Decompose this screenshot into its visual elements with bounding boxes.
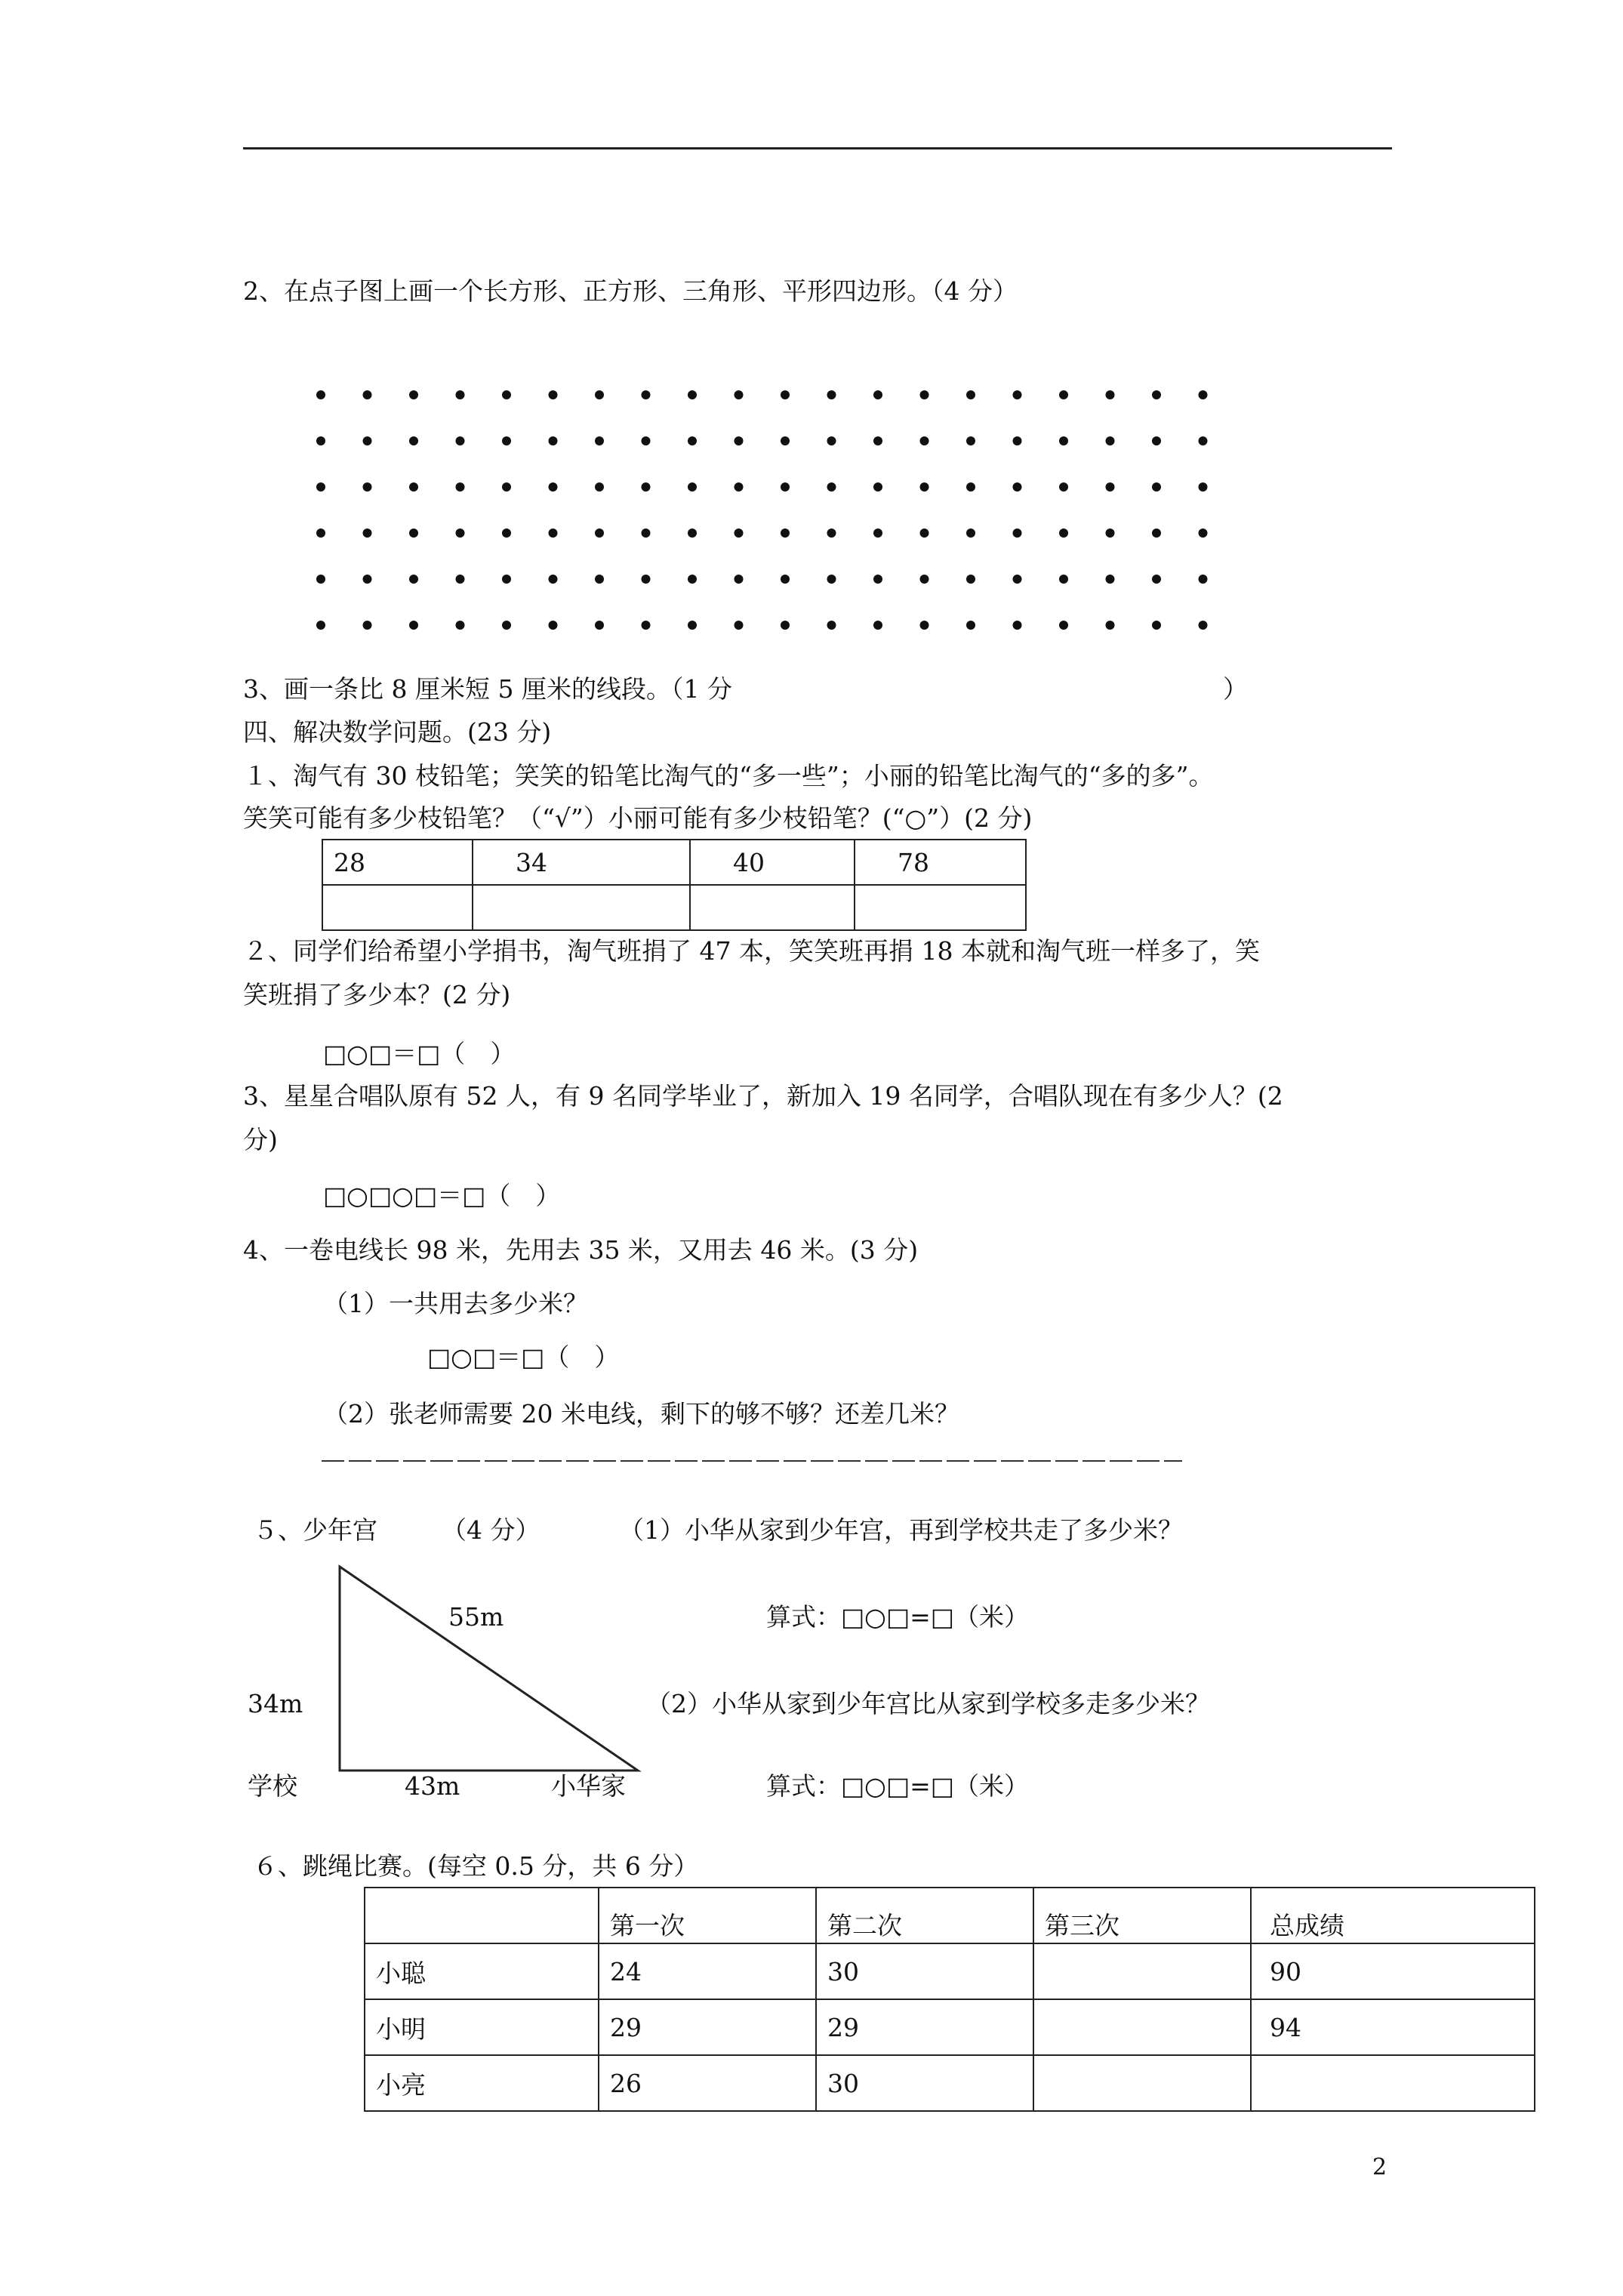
table-header: 第一次 bbox=[599, 1888, 816, 1943]
table-row bbox=[365, 1943, 1535, 1999]
grid-dot[interactable] bbox=[595, 529, 604, 538]
p3-line2: 分) bbox=[243, 1125, 278, 1154]
grid-dot[interactable] bbox=[1199, 575, 1208, 584]
grid-dot[interactable] bbox=[502, 390, 511, 399]
grid-dot[interactable] bbox=[781, 436, 790, 445]
grid-dot[interactable] bbox=[827, 575, 836, 584]
grid-dot[interactable] bbox=[1106, 575, 1115, 584]
p6-title: ６、跳绳比赛。(每空 0.5 分，共 6 分） bbox=[253, 1851, 699, 1881]
grid-dot[interactable] bbox=[409, 575, 418, 584]
grid-dot[interactable] bbox=[966, 621, 975, 630]
grid-dot[interactable] bbox=[1059, 621, 1068, 630]
grid-dot[interactable] bbox=[873, 390, 882, 399]
grid-dot[interactable] bbox=[363, 390, 372, 399]
p1-answer-cell[interactable] bbox=[473, 885, 690, 930]
table-cell: 24 bbox=[599, 1943, 816, 1999]
grid-dot[interactable] bbox=[920, 390, 929, 399]
grid-dot[interactable] bbox=[1199, 529, 1208, 538]
grid-dot[interactable] bbox=[642, 621, 651, 630]
grid-dot[interactable] bbox=[827, 529, 836, 538]
grid-dot[interactable] bbox=[1059, 575, 1068, 584]
table-row bbox=[365, 1999, 1535, 2055]
grid-dot[interactable] bbox=[1013, 621, 1022, 630]
grid-dot[interactable] bbox=[502, 529, 511, 538]
grid-dot[interactable] bbox=[316, 621, 325, 630]
grid-dot[interactable] bbox=[316, 436, 325, 445]
q2-text: 2、在点子图上画一个长方形、正方形、三角形、平形四边形。（4 分） bbox=[243, 276, 1018, 306]
grid-dot[interactable] bbox=[456, 529, 465, 538]
grid-dot[interactable] bbox=[827, 436, 836, 445]
grid-dot[interactable] bbox=[595, 482, 604, 492]
q3-close: ） bbox=[1223, 674, 1248, 704]
route-triangle-diagram bbox=[332, 1559, 649, 1778]
grid-dot[interactable] bbox=[363, 482, 372, 492]
grid-dot[interactable] bbox=[642, 529, 651, 538]
p2-formula[interactable]: □○□＝□（ ） bbox=[323, 1039, 516, 1068]
table-header: 总成绩 bbox=[1251, 1888, 1535, 1943]
grid-dot[interactable] bbox=[781, 575, 790, 584]
grid-dot[interactable] bbox=[1199, 390, 1208, 399]
grid-dot[interactable] bbox=[1013, 529, 1022, 538]
p1-answer-cell[interactable] bbox=[322, 885, 473, 930]
grid-dot[interactable] bbox=[549, 482, 558, 492]
grid-dot[interactable] bbox=[873, 529, 882, 538]
grid-dot[interactable] bbox=[1199, 482, 1208, 492]
grid-dot[interactable] bbox=[966, 482, 975, 492]
label-home: 小华家 bbox=[551, 1771, 626, 1801]
p1-option: 28 bbox=[322, 840, 473, 885]
table-cell: 26 bbox=[599, 2055, 816, 2111]
label-bottom-side: 43m bbox=[405, 1771, 460, 1801]
grid-dot[interactable] bbox=[688, 436, 697, 445]
table-cell: 94 bbox=[1251, 1999, 1535, 2055]
grid-dot[interactable] bbox=[1199, 436, 1208, 445]
p4-sub2: （2）张老师需要 20 米电线，剩下的够不够？还差几米？ bbox=[323, 1399, 959, 1428]
table-cell: 30 bbox=[816, 2055, 1033, 2111]
grid-dot[interactable] bbox=[549, 621, 558, 630]
grid-dot[interactable] bbox=[642, 482, 651, 492]
grid-dot[interactable] bbox=[642, 436, 651, 445]
grid-dot[interactable] bbox=[781, 529, 790, 538]
p1-line1: １、淘气有 30 枝铅笔；笑笑的铅笔比淘气的“多一些”；小丽的铅笔比淘气的“多的多”。 bbox=[243, 761, 1214, 791]
grid-dot[interactable] bbox=[827, 621, 836, 630]
grid-dot[interactable] bbox=[595, 436, 604, 445]
grid-dot[interactable] bbox=[920, 482, 929, 492]
answer-line[interactable] bbox=[322, 1453, 1182, 1469]
table-header bbox=[365, 1888, 599, 1943]
grid-dot[interactable] bbox=[1059, 390, 1068, 399]
page-number: 2 bbox=[1372, 2154, 1387, 2180]
grid-dot[interactable] bbox=[1106, 390, 1115, 399]
grid-dot[interactable] bbox=[735, 482, 744, 492]
grid-dot[interactable] bbox=[1059, 529, 1068, 538]
grid-dot[interactable] bbox=[1106, 621, 1115, 630]
grid-dot[interactable] bbox=[316, 390, 325, 399]
grid-dot[interactable] bbox=[595, 621, 604, 630]
grid-dot[interactable] bbox=[502, 482, 511, 492]
jump-rope-table bbox=[364, 1887, 1535, 2112]
table-cell: 29 bbox=[599, 1999, 816, 2055]
p1-options-table bbox=[322, 839, 1027, 931]
grid-dot[interactable] bbox=[316, 482, 325, 492]
grid-dot[interactable] bbox=[920, 575, 929, 584]
label-school: 学校 bbox=[248, 1771, 297, 1801]
grid-dot[interactable] bbox=[363, 621, 372, 630]
p3-formula[interactable]: □○□○□＝□（ ） bbox=[323, 1181, 561, 1210]
grid-dot[interactable] bbox=[1106, 529, 1115, 538]
grid-dot[interactable] bbox=[502, 621, 511, 630]
grid-dot[interactable] bbox=[1013, 390, 1022, 399]
grid-dot[interactable] bbox=[1152, 482, 1161, 492]
p5-title: ５、少年宫 bbox=[253, 1515, 377, 1545]
grid-dot[interactable] bbox=[920, 529, 929, 538]
grid-dot[interactable] bbox=[456, 390, 465, 399]
grid-dot[interactable] bbox=[1106, 482, 1115, 492]
table-cell: 小明 bbox=[365, 1999, 599, 2055]
grid-dot[interactable] bbox=[642, 390, 651, 399]
grid-dot[interactable] bbox=[827, 482, 836, 492]
section4-title: 四、解决数学问题。(23 分) bbox=[243, 717, 552, 747]
grid-dot[interactable] bbox=[409, 390, 418, 399]
grid-dot[interactable] bbox=[595, 390, 604, 399]
grid-dot[interactable] bbox=[920, 621, 929, 630]
grid-dot[interactable] bbox=[363, 575, 372, 584]
grid-dot[interactable] bbox=[456, 575, 465, 584]
grid-dot[interactable] bbox=[549, 529, 558, 538]
q3-text: 3、画一条比 8 厘米短 5 厘米的线段。（1 分 bbox=[243, 674, 732, 704]
label-left-side: 34m bbox=[248, 1689, 303, 1718]
grid-dot[interactable] bbox=[873, 482, 882, 492]
table-cell: 小聪 bbox=[365, 1943, 599, 1999]
grid-dot[interactable] bbox=[363, 529, 372, 538]
p5-score: （4 分） bbox=[442, 1515, 540, 1545]
p2-line2: 笑班捐了多少本？(2 分) bbox=[243, 980, 511, 1009]
grid-dot[interactable] bbox=[549, 436, 558, 445]
grid-dot[interactable] bbox=[1059, 482, 1068, 492]
grid-dot[interactable] bbox=[409, 482, 418, 492]
grid-dot[interactable] bbox=[502, 575, 511, 584]
grid-dot[interactable] bbox=[595, 575, 604, 584]
header-rule bbox=[243, 147, 1392, 149]
grid-dot[interactable] bbox=[642, 575, 651, 584]
grid-dot[interactable] bbox=[688, 621, 697, 630]
p1-option: 40 bbox=[690, 840, 855, 885]
p4-formula1[interactable]: □○□＝□（ ） bbox=[427, 1342, 620, 1372]
table-cell: 90 bbox=[1251, 1943, 1535, 1999]
p3-line1: 3、星星合唱队原有 52 人，有 9 名同学毕业了，新加入 19 名同学，合唱队现在有多少人？(2 bbox=[243, 1081, 1283, 1111]
grid-dot[interactable] bbox=[827, 390, 836, 399]
grid-dot[interactable] bbox=[456, 482, 465, 492]
grid-dot[interactable] bbox=[781, 390, 790, 399]
grid-dot[interactable] bbox=[966, 529, 975, 538]
grid-dot[interactable] bbox=[363, 436, 372, 445]
table-cell-blank[interactable] bbox=[1033, 1943, 1251, 1999]
grid-dot[interactable] bbox=[735, 436, 744, 445]
grid-dot[interactable] bbox=[688, 390, 697, 399]
grid-dot[interactable] bbox=[873, 575, 882, 584]
grid-dot[interactable] bbox=[409, 529, 418, 538]
grid-dot[interactable] bbox=[688, 529, 697, 538]
dot-grid[interactable] bbox=[298, 374, 1234, 646]
grid-dot[interactable] bbox=[1152, 621, 1161, 630]
grid-dot[interactable] bbox=[781, 482, 790, 492]
grid-dot[interactable] bbox=[316, 529, 325, 538]
table-cell: 30 bbox=[816, 1943, 1033, 1999]
grid-dot[interactable] bbox=[1013, 436, 1022, 445]
p4-sub1: （1）一共用去多少米？ bbox=[323, 1289, 588, 1318]
grid-dot[interactable] bbox=[1152, 575, 1161, 584]
p1-line2: 笑笑可能有多少枝铅笔？（“√”）小丽可能有多少枝铅笔？(“○”）(2 分) bbox=[243, 803, 1033, 833]
grid-dot[interactable] bbox=[549, 575, 558, 584]
grid-dot[interactable] bbox=[966, 575, 975, 584]
table-header: 第二次 bbox=[816, 1888, 1033, 1943]
table-row bbox=[365, 2055, 1535, 2111]
grid-dot[interactable] bbox=[735, 390, 744, 399]
grid-dot[interactable] bbox=[1152, 436, 1161, 445]
grid-dot[interactable] bbox=[1059, 436, 1068, 445]
grid-dot[interactable] bbox=[688, 482, 697, 492]
grid-dot[interactable] bbox=[1013, 575, 1022, 584]
p4-line1: 4、一卷电线长 98 米，先用去 35 米，又用去 46 米。(3 分) bbox=[243, 1235, 919, 1265]
grid-dot[interactable] bbox=[920, 436, 929, 445]
grid-dot[interactable] bbox=[735, 621, 744, 630]
table-cell-blank[interactable] bbox=[1251, 2055, 1535, 2111]
grid-dot[interactable] bbox=[735, 575, 744, 584]
grid-dot[interactable] bbox=[1152, 390, 1161, 399]
p1-answer-cell[interactable] bbox=[855, 885, 1026, 930]
p2-line1: ２、同学们给希望小学捐书，淘气班捐了 47 本，笑笑班再捐 18 本就和淘气班一样多了，笑 bbox=[243, 936, 1260, 966]
grid-dot[interactable] bbox=[966, 436, 975, 445]
grid-dot[interactable] bbox=[1013, 482, 1022, 492]
p5-sub1: （1）小华从家到少年宫，再到学校共走了多少米？ bbox=[619, 1515, 1183, 1545]
grid-dot[interactable] bbox=[409, 436, 418, 445]
p5-formula1[interactable]: 算式：□○□=□（米） bbox=[766, 1602, 1029, 1632]
p1-option: 78 bbox=[855, 840, 1026, 885]
grid-dot[interactable] bbox=[316, 575, 325, 584]
grid-dot[interactable] bbox=[873, 621, 882, 630]
grid-dot[interactable] bbox=[966, 390, 975, 399]
table-header: 第三次 bbox=[1033, 1888, 1251, 1943]
label-hypotenuse: 55m bbox=[448, 1602, 504, 1632]
grid-dot[interactable] bbox=[781, 621, 790, 630]
table-cell-blank[interactable] bbox=[1033, 2055, 1251, 2111]
p1-answer-cell[interactable] bbox=[690, 885, 855, 930]
grid-dot[interactable] bbox=[502, 436, 511, 445]
grid-dot[interactable] bbox=[456, 436, 465, 445]
grid-dot[interactable] bbox=[735, 529, 744, 538]
grid-dot[interactable] bbox=[1152, 529, 1161, 538]
grid-dot[interactable] bbox=[1106, 436, 1115, 445]
p5-formula2[interactable]: 算式：□○□=□（米） bbox=[766, 1771, 1029, 1801]
table-cell-blank[interactable] bbox=[1033, 1999, 1251, 2055]
grid-dot[interactable] bbox=[456, 621, 465, 630]
grid-dot[interactable] bbox=[409, 621, 418, 630]
grid-dot[interactable] bbox=[873, 436, 882, 445]
p1-option: 34 bbox=[473, 840, 690, 885]
p5-sub2: （2）小华从家到少年宫比从家到学校多走多少米？ bbox=[646, 1689, 1210, 1718]
grid-dot[interactable] bbox=[1199, 621, 1208, 630]
grid-dot[interactable] bbox=[688, 575, 697, 584]
grid-dot[interactable] bbox=[549, 390, 558, 399]
table-cell: 29 bbox=[816, 1999, 1033, 2055]
table-cell: 小亮 bbox=[365, 2055, 599, 2111]
